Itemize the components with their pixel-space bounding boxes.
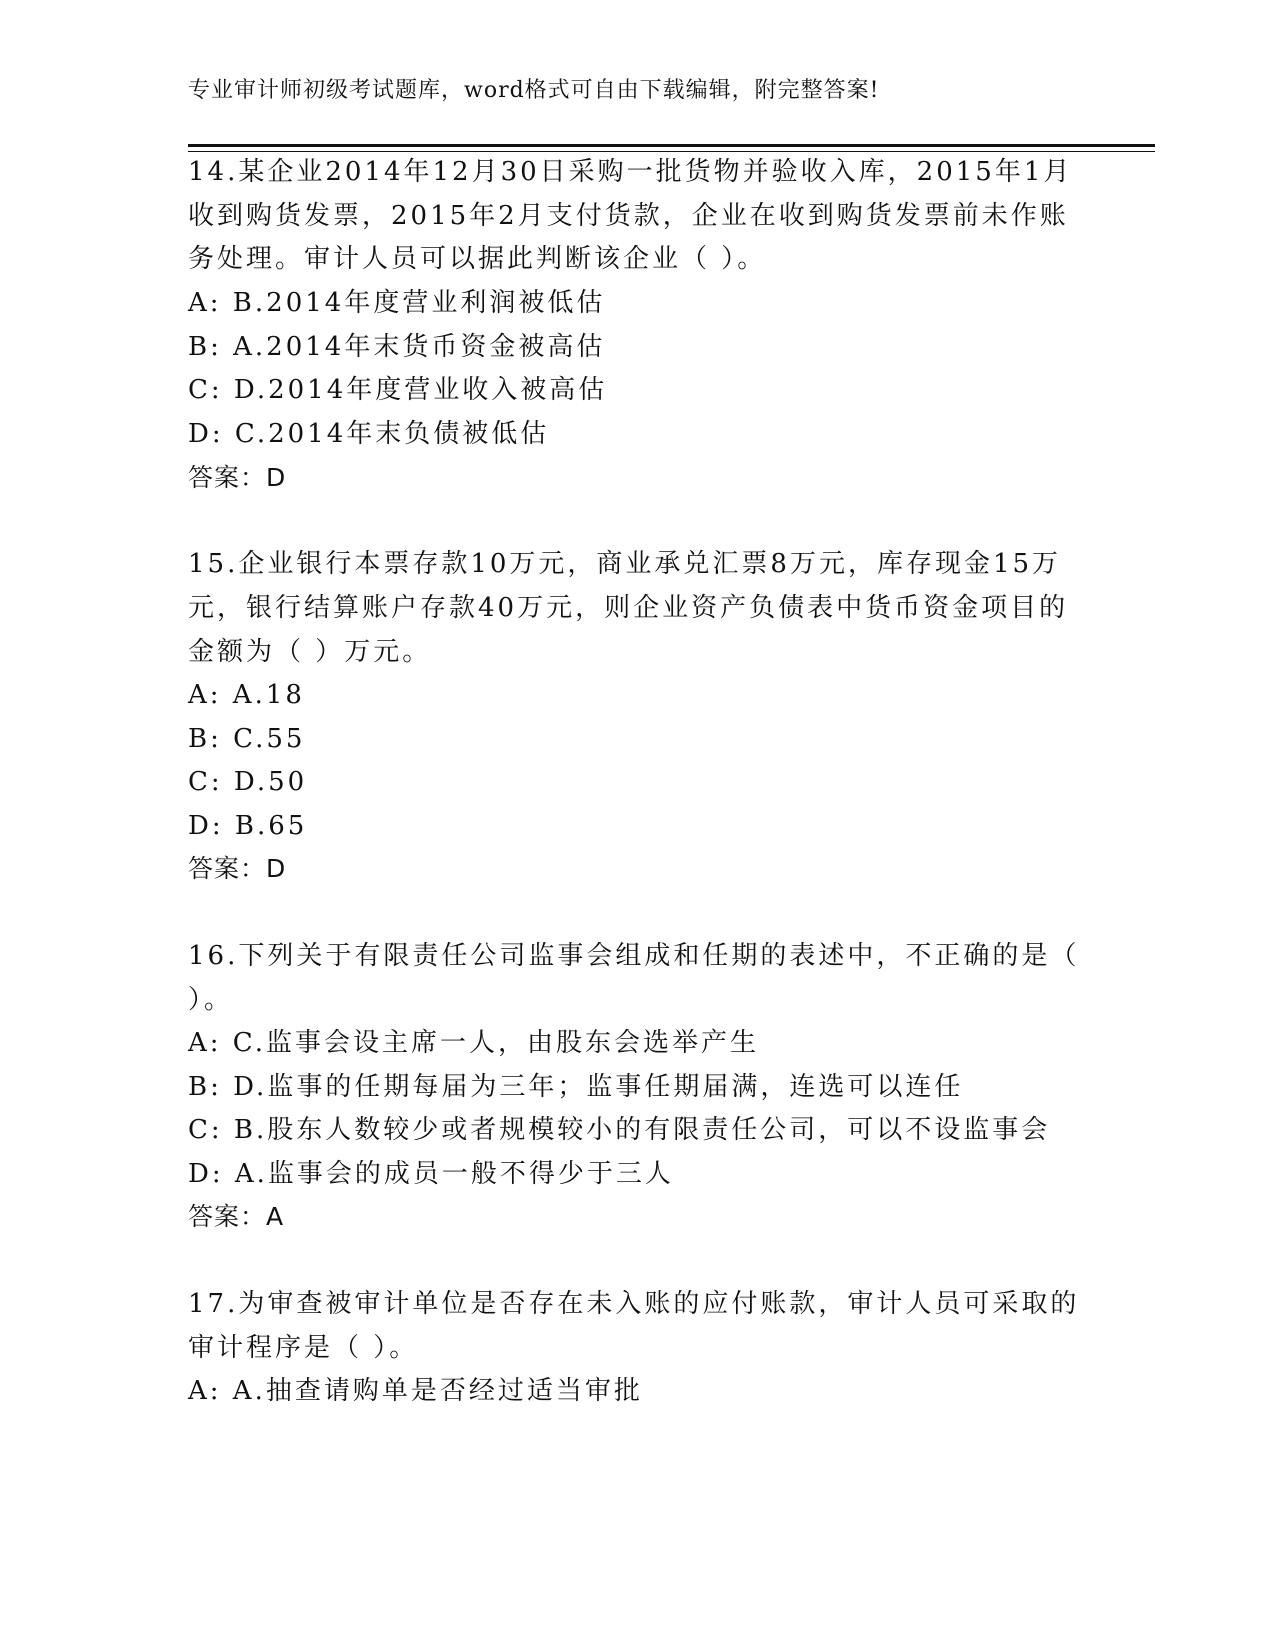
option-a: A: C.监事会设主席一人，由股东会选举产生 bbox=[188, 1028, 760, 1058]
option-b: B: A.2014年末货币资金被高估 bbox=[188, 332, 606, 362]
question-stem-line: 16.下列关于有限责任公司监事会组成和任期的表述中，不正确的是（ bbox=[188, 941, 1080, 971]
question-stem-line: 15.企业银行本票存款10万元，商业承兑汇票8万元，库存现金15万 bbox=[188, 549, 1062, 579]
option-a: A: A.18 bbox=[188, 680, 305, 710]
page-header: 专业审计师初级考试题库，word格式可自由下载编辑，附完整答案! bbox=[188, 78, 880, 103]
option-c: C: B.股东人数较少或者规模较小的有限责任公司，可以不设监事会 bbox=[188, 1115, 1051, 1145]
answer-label: 答案：D bbox=[188, 463, 287, 492]
question-stem-line: 审计程序是（ ）。 bbox=[188, 1333, 419, 1363]
option-c: C: D.2014年度营业收入被高估 bbox=[188, 375, 608, 405]
option-a: A: A.抽查请购单是否经过适当审批 bbox=[188, 1376, 643, 1406]
header-rule-thin bbox=[188, 151, 1155, 152]
option-b: B: C.55 bbox=[188, 724, 306, 754]
option-a: A: B.2014年度营业利润被低估 bbox=[188, 288, 606, 318]
question-stem-line: 收到购货发票，2015年2月支付货款，企业在收到购货发票前未作账 bbox=[188, 201, 1069, 231]
option-d: D: B.65 bbox=[188, 811, 308, 841]
answer-label: 答案：A bbox=[188, 1202, 285, 1231]
question-stem-line: 务处理。审计人员可以据此判断该企业（ ）。 bbox=[188, 244, 767, 274]
question-stem-line: 元，银行结算账户存款40万元，则企业资产负债表中货币资金项目的 bbox=[188, 593, 1069, 623]
question-stem-line: 17.为审查被审计单位是否存在未入账的应付账款，审计人员可采取的 bbox=[188, 1289, 1080, 1319]
question-stem-line: 金额为（ ）万元。 bbox=[188, 637, 432, 667]
question-stem-line: 14.某企业2014年12月30日采购一批货物并验收入库，2015年1月 bbox=[188, 157, 1073, 187]
answer-label: 答案：D bbox=[188, 854, 287, 883]
option-d: D: A.监事会的成员一般不得少于三人 bbox=[188, 1159, 674, 1189]
question-stem-line: ）。 bbox=[188, 985, 234, 1015]
option-d: D: C.2014年末负债被低估 bbox=[188, 419, 550, 449]
option-b: B: D.监事的任期每届为三年；监事任期届满，连选可以连任 bbox=[188, 1072, 964, 1102]
header-rule-thick bbox=[188, 144, 1155, 147]
option-c: C: D.50 bbox=[188, 767, 308, 797]
